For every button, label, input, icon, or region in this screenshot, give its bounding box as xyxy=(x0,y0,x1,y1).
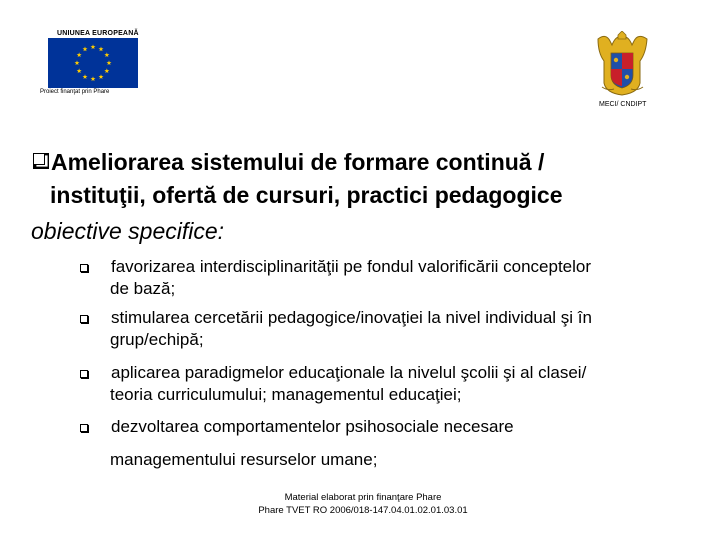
footer-line2: Phare TVET RO 2006/018-147.04.01.02.01.03.01 xyxy=(258,505,468,516)
eu-star-icon xyxy=(83,74,88,79)
romanian-coat-of-arms-icon xyxy=(596,31,649,96)
checkbox-bullet-icon xyxy=(80,315,89,324)
checkbox-bullet-icon xyxy=(33,153,49,169)
eu-star-icon xyxy=(77,68,82,73)
eu-star-icon xyxy=(104,68,109,73)
eu-star-icon xyxy=(77,52,82,57)
eu-star-icon xyxy=(91,76,96,81)
checkbox-bullet-icon xyxy=(80,370,89,379)
eu-star-icon xyxy=(99,47,104,52)
list-item-text: dezvoltarea comportamentelor psihosociale necesare xyxy=(111,417,514,436)
eu-star-icon xyxy=(99,74,104,79)
list-item-text: aplicarea paradigmelor educaţionale la nivelul şcolii şi al clasei/ xyxy=(111,363,587,382)
list-item-text-continued: de bază; xyxy=(110,279,176,298)
list-item-text: favorizarea interdisciplinarităţii pe fondul valorificării conceptelor xyxy=(111,257,592,276)
slide-subtitle: obiective specifice: xyxy=(31,218,225,244)
eu-star-icon xyxy=(75,60,80,65)
slide-title-line1: Ameliorarea sistemului de formare continuă / xyxy=(51,149,545,175)
eu-star-icon xyxy=(107,60,112,65)
list-item-text: stimularea cercetării pedagogice/inovaţiei la nivel individual şi în xyxy=(111,308,592,327)
slide-title-line2: instituţii, ofertă de cursuri, practici pedagogice xyxy=(50,182,563,208)
eu-star-icon xyxy=(91,44,96,49)
list-item-text-continued: managementului resurselor umane; xyxy=(110,450,378,469)
footer xyxy=(200,491,526,517)
eu-star-icon xyxy=(83,47,88,52)
ministry-caption: MECI/ CNDIPT xyxy=(599,101,647,108)
list-item-text-continued: grup/echipă; xyxy=(110,330,204,349)
eu-flag-icon xyxy=(48,38,138,88)
eu-star-icon xyxy=(104,52,109,57)
list-item-text-continued: teoria curriculumului; managementul educaţiei; xyxy=(110,385,462,404)
eu-funding-caption: Proiect finanţat prin Phare xyxy=(40,89,110,95)
checkbox-bullet-icon xyxy=(80,264,89,273)
checkbox-bullet-icon xyxy=(80,424,89,433)
footer-line1: Material elaborat prin finanţare Phare xyxy=(284,492,442,503)
eu-caption-top: UNIUNEA EUROPEANĂ xyxy=(57,30,139,37)
